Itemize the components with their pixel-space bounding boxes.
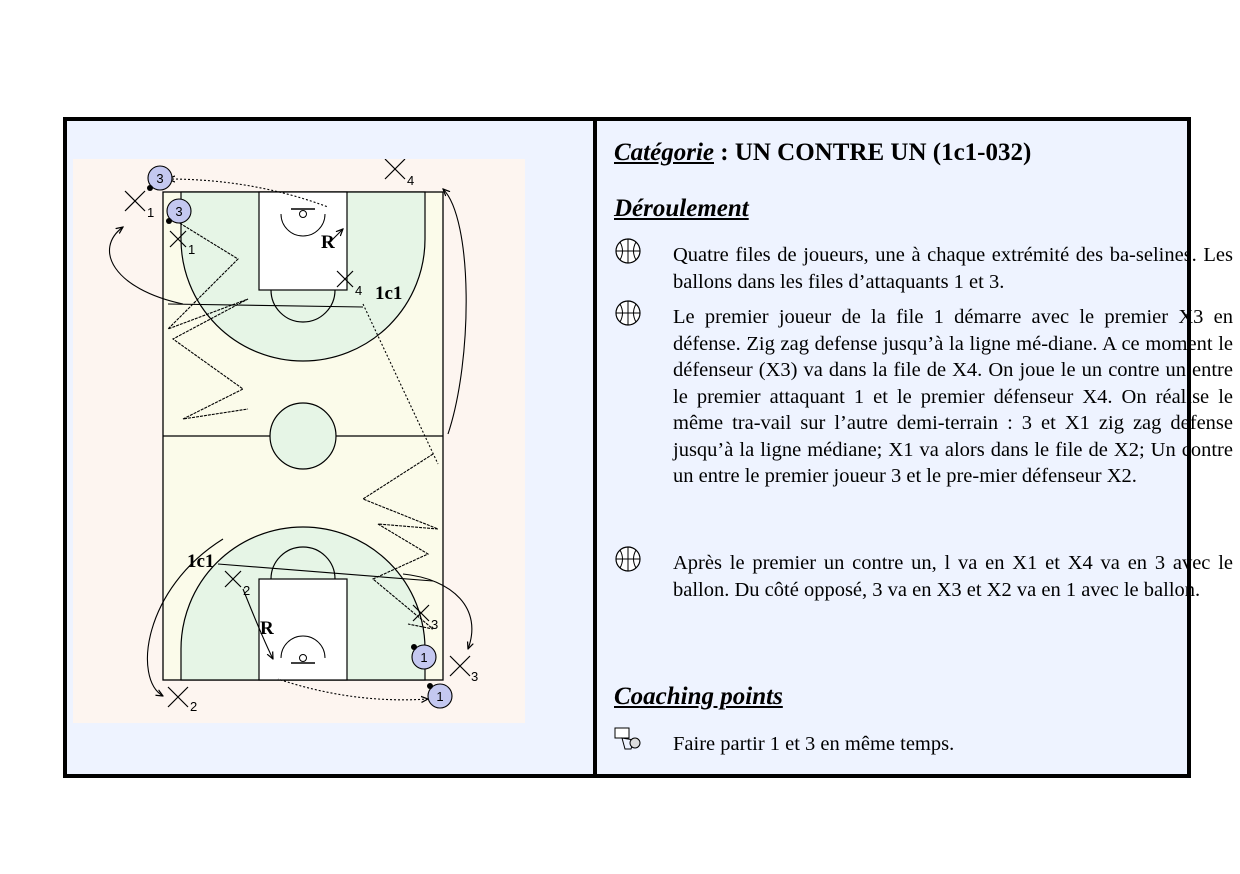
step-text: Après le premier un contre un, l va en X1 et X4 va en 3 avec le ballon. Du côté opposé, 3 va en X3 et X2 va en 1 avec le ballon. <box>673 552 1233 601</box>
court-diagram <box>73 159 525 723</box>
court <box>163 192 443 680</box>
center-circle <box>270 403 336 469</box>
defender-number: 4 <box>355 283 363 298</box>
text-panel <box>597 121 1233 774</box>
diagram-panel <box>67 121 593 774</box>
step-text: Le premier joueur de la file 1 démarre avec le premier X3 en défense. Zig zag defense jusqu’à la ligne mé-diane. A ce moment le défenseur (X3) va dans la file de X4. On joue le un contre un entre le premier attaquant 1 et le premier défenseur X4. On réalise le même tra-vail sur l’autre demi-terrain : 3 et X1 zig zag defense jusqu’à la ligne médiane; X1 va alors dans le file de X2; Un contre un entre le premier joueur 3 et le pre-mier défenseur X2. <box>673 306 1233 487</box>
rebound-label-top: R <box>321 232 335 253</box>
ball <box>427 683 433 689</box>
ball <box>166 218 172 224</box>
defender-number: 2 <box>190 699 198 714</box>
attacker-number: 3 <box>156 171 164 186</box>
attacker-1-court <box>411 644 436 669</box>
step-text: Quatre files de joueurs, une à chaque extrémité des ba-selines. Les ballons dans les files d’attaquants 1 et 3. <box>673 244 1233 293</box>
attacker-1-line <box>427 683 452 708</box>
basketball-icon <box>614 545 642 573</box>
defender-number: 1 <box>188 242 196 257</box>
coaching-text: Faire partir 1 et 3 en même temps. <box>673 733 955 755</box>
coaching-heading: Coaching points <box>614 683 783 710</box>
basketball-icon <box>614 299 642 327</box>
attacker-number: 1 <box>420 650 428 665</box>
attacker-3-line <box>147 166 172 191</box>
basketball-icon <box>614 237 642 265</box>
defender-number: 3 <box>431 617 439 632</box>
ball <box>147 185 153 191</box>
defender-number: 2 <box>243 583 251 598</box>
deroulement-heading: Déroulement <box>614 195 749 222</box>
drill-card <box>63 117 1233 778</box>
attacker-3-court <box>166 199 191 224</box>
category-value: : UN CONTRE UN (1c1-032) <box>714 139 1032 166</box>
defender-number: 1 <box>147 205 155 220</box>
attacker-number: 1 <box>436 689 444 704</box>
category-label: Catégorie <box>614 139 714 166</box>
rebound-label-bottom: R <box>260 618 274 639</box>
one-on-one-label-bottom: 1c1 <box>187 551 215 572</box>
category-heading <box>614 139 1031 167</box>
defender-number: 3 <box>471 669 479 684</box>
defender-number: 4 <box>407 173 415 188</box>
one-on-one-label-top: 1c1 <box>375 283 403 304</box>
ball <box>411 644 417 650</box>
attacker-number: 3 <box>175 204 183 219</box>
basketball-hoop-icon <box>614 725 642 753</box>
